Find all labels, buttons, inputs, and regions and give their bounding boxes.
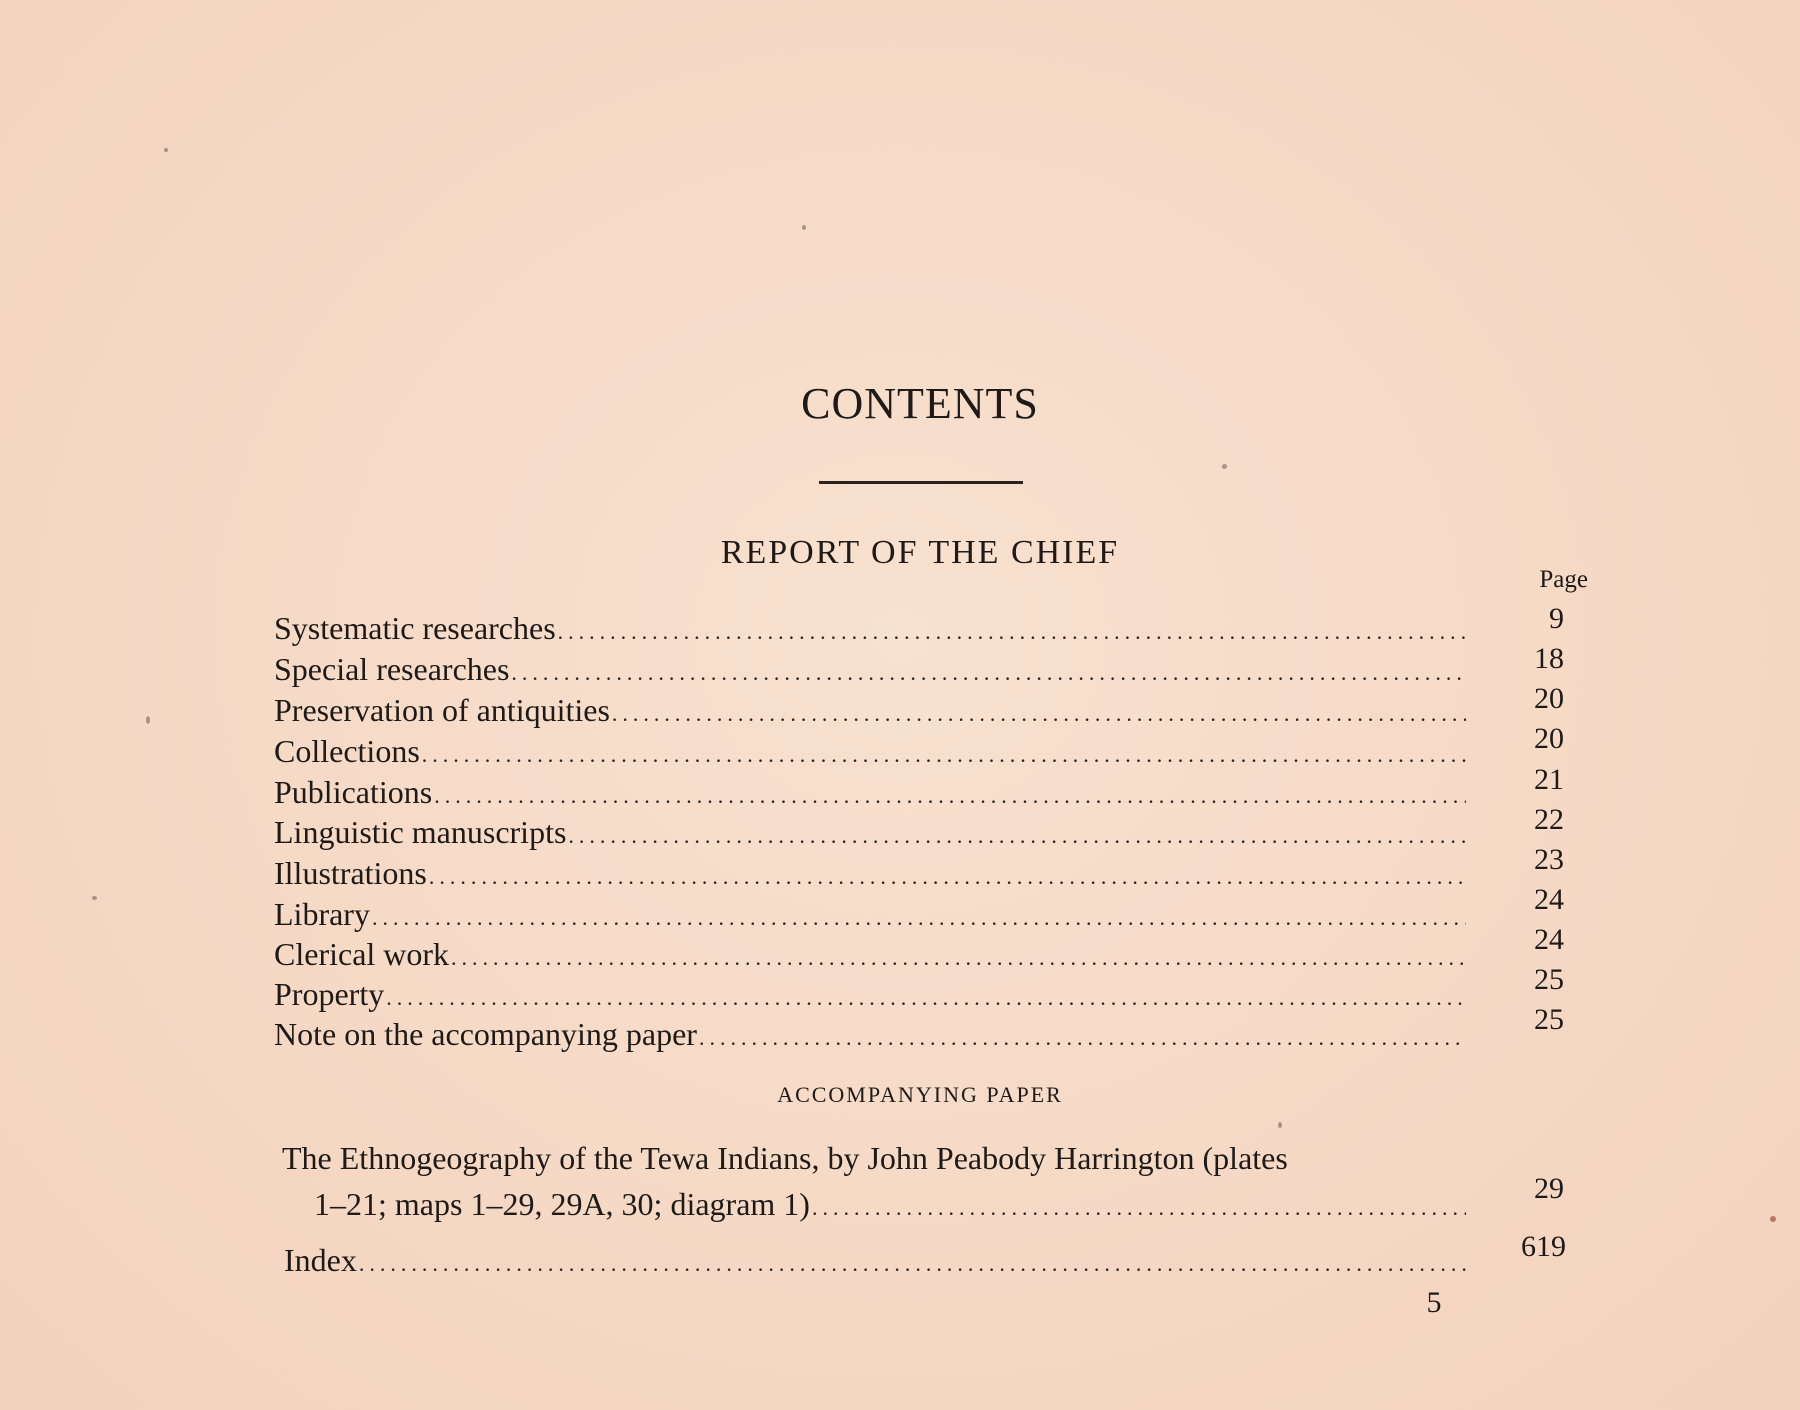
- toc-entry: [274, 733, 1466, 775]
- toc-entry: [274, 1016, 1466, 1058]
- toc-entry: [274, 896, 1466, 938]
- toc-entry-page: 25: [1534, 963, 1564, 996]
- toc-entry-label: Library: [274, 896, 370, 932]
- dot-leader: [558, 619, 1466, 645]
- dot-leader: [422, 742, 1466, 768]
- dot-leader: [568, 823, 1466, 849]
- paper-speck: [92, 896, 97, 900]
- toc-entry-page: 25: [1534, 1003, 1564, 1036]
- report-heading: REPORT OF THE CHIEF: [720, 534, 1120, 571]
- paper-speck: [1222, 464, 1227, 469]
- dot-leader: [812, 1195, 1466, 1221]
- dot-leader: [372, 905, 1466, 931]
- toc-entry: [274, 651, 1466, 693]
- toc-entry: [274, 774, 1466, 816]
- page-title: CONTENTS: [801, 379, 1039, 428]
- accompanying-heading: ACCOMPANYING PAPER: [777, 1082, 1063, 1107]
- toc-entry-page: 22: [1534, 803, 1564, 836]
- paper-speck: [1770, 1216, 1776, 1222]
- paper-speck: [164, 148, 168, 152]
- toc-entry-page: 9: [1549, 602, 1564, 635]
- index-page-number: 619: [1521, 1230, 1566, 1263]
- index-entry: [284, 1242, 1468, 1284]
- toc-entry-page: 21: [1534, 763, 1564, 796]
- toc-entry: [274, 976, 1466, 1018]
- dot-leader: [612, 701, 1466, 727]
- toc-entry-page: 23: [1534, 843, 1564, 876]
- toc-entry-label: Collections: [274, 733, 420, 769]
- dot-leader: [386, 985, 1466, 1011]
- toc-entry-label: Systematic researches: [274, 610, 556, 646]
- dot-leader: [511, 660, 1466, 686]
- toc-entry: [274, 692, 1466, 734]
- dot-leader: [429, 864, 1466, 890]
- page-column-label: Page: [1539, 566, 1588, 593]
- toc-entry-label: Property: [274, 976, 385, 1012]
- dot-leader: [699, 1025, 1466, 1051]
- toc-entry-page: 18: [1534, 642, 1564, 675]
- toc-entry-label: Clerical work: [274, 936, 450, 972]
- paper-title-row2: [314, 1186, 1466, 1228]
- toc-entry-page: 20: [1534, 682, 1564, 715]
- toc-entry-label: Note on the accompanying paper: [274, 1016, 697, 1052]
- dot-leader: [451, 945, 1466, 971]
- paper-title-line2: 1–21; maps 1–29, 29A, 30; diagram 1): [314, 1186, 810, 1222]
- dot-leader: [359, 1251, 1468, 1277]
- toc-entry: [274, 814, 1466, 856]
- toc-entry-page: 24: [1534, 883, 1564, 916]
- paper-speck: [1278, 1122, 1282, 1128]
- toc-entry: [274, 610, 1466, 652]
- paper-page-number: 29: [1534, 1172, 1564, 1205]
- toc-entry-page: 24: [1534, 923, 1564, 956]
- paper-speck: [802, 225, 806, 230]
- toc-entry-label: Illustrations: [274, 855, 427, 891]
- dot-leader: [434, 783, 1466, 809]
- toc-entry-label: Preservation of antiquities: [274, 692, 610, 728]
- paper-title-line1: The Ethnogeography of the Tewa Indians, by John Peabody Harrington (plates: [282, 1140, 1288, 1176]
- toc-entry: [274, 936, 1466, 978]
- toc-entry: [274, 855, 1466, 897]
- paper-speck: [146, 716, 150, 724]
- toc-entry-label: Publications: [274, 774, 433, 810]
- toc-entry-label: Special researches: [274, 651, 510, 687]
- toc-entry-label: Linguistic manuscripts: [274, 814, 567, 850]
- folio-page-number: 5: [1426, 1286, 1442, 1319]
- toc-entry-page: 20: [1534, 722, 1564, 755]
- index-label: Index: [284, 1242, 357, 1278]
